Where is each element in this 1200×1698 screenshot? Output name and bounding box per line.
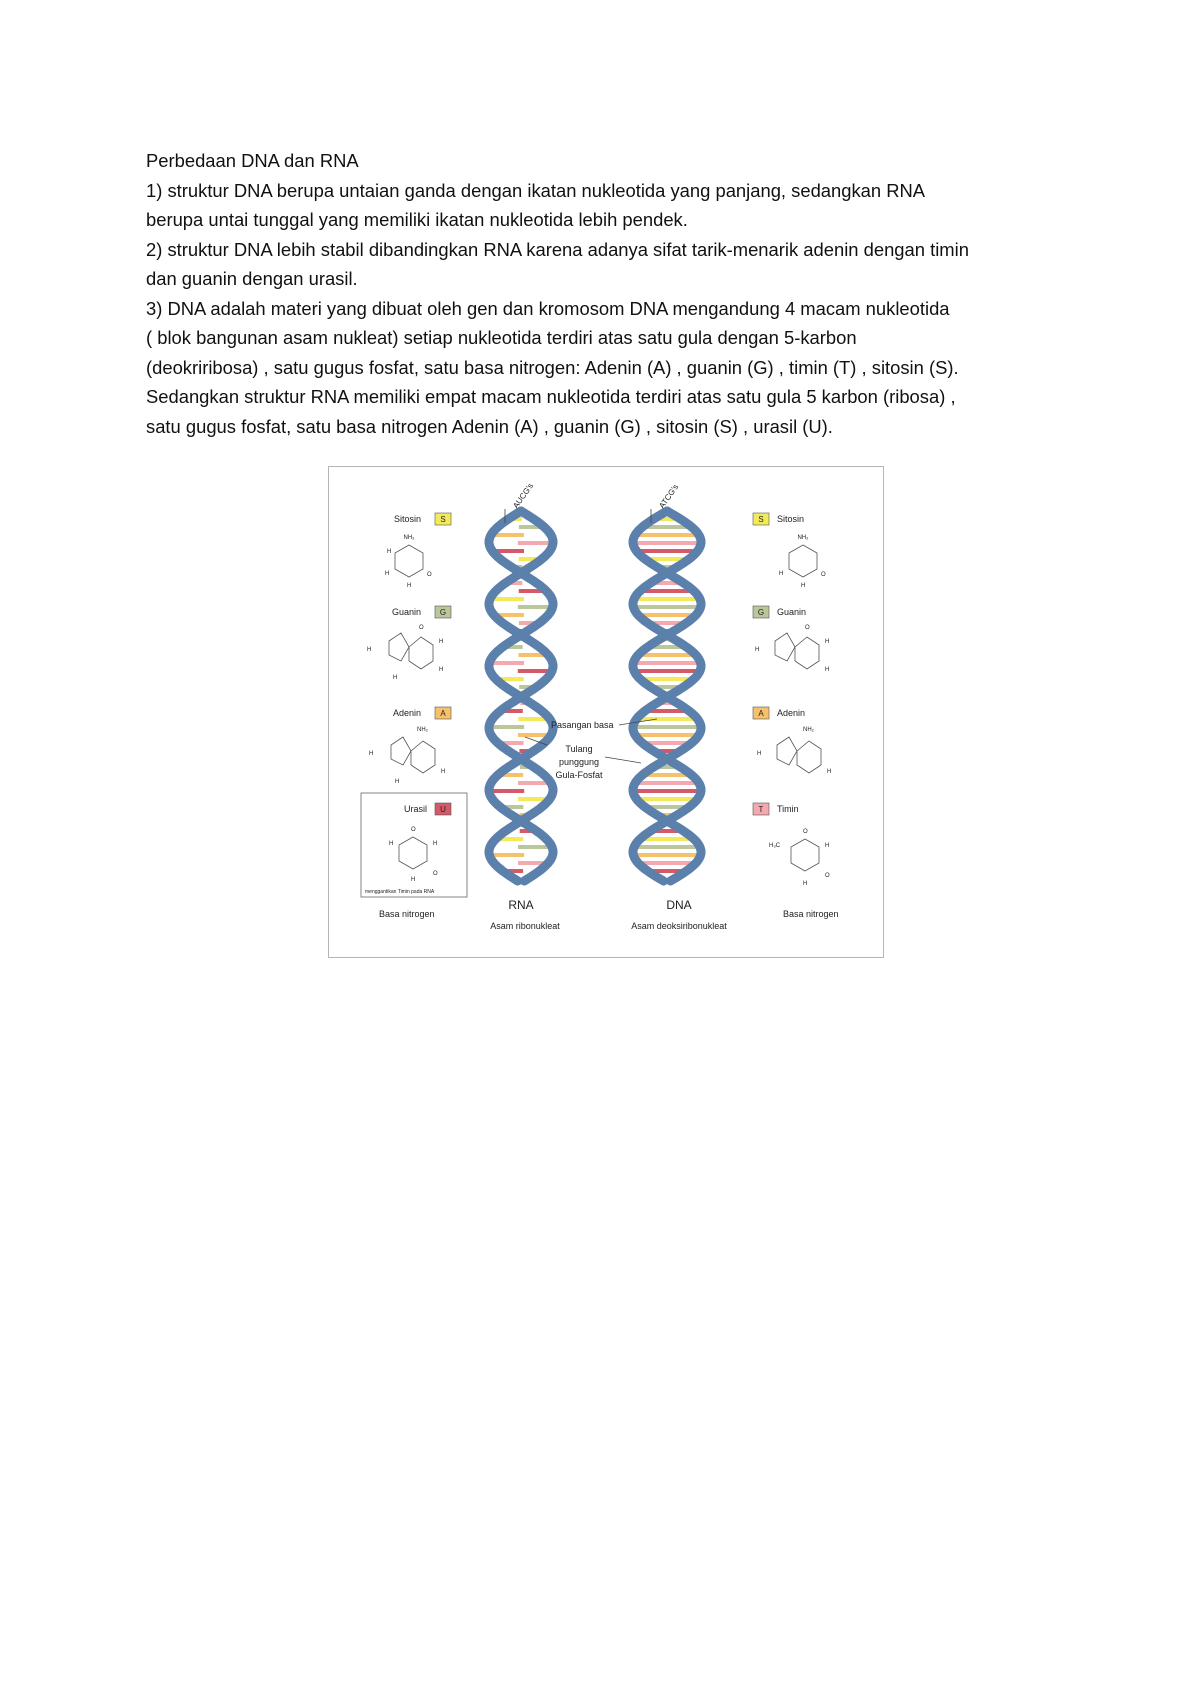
backbone-pointer-right: [605, 757, 641, 763]
right-adenin-nh2: NH₂: [803, 727, 814, 733]
left-sitosin-nh2: NH₂: [403, 535, 415, 541]
dna-rung: [635, 549, 699, 553]
right-caption: Basa nitrogen: [783, 909, 839, 919]
dna-rung: [635, 797, 699, 801]
left-urasil-code: U: [440, 805, 446, 814]
right-sitosin-h1: H: [779, 571, 784, 577]
left-adenin-structure: [391, 737, 435, 773]
left-guanin-h1: H: [367, 647, 372, 653]
dna-rung: [633, 853, 701, 857]
dna-rung: [633, 541, 701, 545]
rna-rung: [489, 725, 524, 729]
point-2-line-1: 2) struktur DNA lebih stabil dibandingkan RNA karena adanya sifat tarik-menarik adenin dengan timin: [146, 238, 969, 260]
point-3-line-3: (deokriribosa) , satu gugus fosfat, satu basa nitrogen: Adenin (A) , guanin (G) , timin (T) , sitosin (S).: [146, 356, 959, 378]
rna-top-label: AUCG's: [511, 481, 536, 511]
right-timin-code: T: [758, 805, 764, 814]
point-3-line-2: ( blok bangunan asam nukleat) setiap nukleotida terdiri atas satu gula dengan 5-karbon: [146, 327, 857, 348]
dna-rung: [637, 781, 698, 785]
left-adenin-h2: H: [441, 769, 446, 775]
right-guanin-h2: H: [825, 639, 830, 645]
left-urasil-o2: O: [433, 871, 438, 877]
point-1-line-1: 1) struktur DNA berupa untaian ganda dengan ikatan nukleotida yang panjang, sedangkan RNA: [146, 179, 926, 201]
dna-rung: [640, 653, 694, 657]
left-adenin-h1: H: [369, 751, 374, 757]
left-sitosin-structure: [395, 545, 423, 577]
right-guanin-o: O: [805, 625, 810, 631]
rna-label: RNA: [508, 898, 534, 912]
right-sitosin-label: Sitosin: [777, 514, 805, 524]
right-sitosin-o: O: [821, 572, 826, 578]
dna-rung: [637, 533, 698, 537]
right-sitosin-structure: [789, 545, 817, 577]
backbone-label-2: punggung: [558, 757, 600, 767]
right-timin-h3c: H₃C: [769, 843, 781, 849]
point-3-line-5: satu gugus fosfat, satu basa nitrogen Adenin (A) , guanin (G) , sitosin (S) , urasil (U).: [146, 415, 833, 437]
pair-label: Pasangan basa: [551, 720, 614, 730]
left-sitosin-label: Sitosin: [393, 514, 421, 524]
right-timin-structure: [791, 839, 819, 871]
left-adenin-h3: H: [395, 779, 400, 785]
dna-rung: [635, 845, 699, 849]
right-guanin-h1: H: [755, 647, 760, 653]
right-guanin-h3: H: [825, 667, 830, 673]
right-timin-o1: O: [803, 829, 808, 835]
left-caption: Basa nitrogen: [379, 909, 435, 919]
dna-rung: [633, 725, 700, 729]
dna-rung: [633, 605, 701, 609]
dna-rung: [635, 597, 699, 601]
right-guanin-label: Guanin: [777, 607, 807, 617]
left-urasil-h3: H: [411, 877, 416, 883]
point-2-line-2: dan guanin dengan urasil.: [146, 268, 358, 289]
right-sitosin-nh2: NH₂: [797, 535, 809, 541]
dna-rung: [642, 589, 691, 593]
right-timin-label: Timin: [777, 804, 799, 814]
dna-rung: [633, 789, 701, 793]
rna-rung: [490, 661, 524, 665]
dna-rna-diagram: [329, 467, 883, 957]
right-timin-h1: H: [825, 843, 830, 849]
right-guanin-code: G: [757, 608, 765, 617]
document-title: Perbedaan DNA dan RNA: [146, 150, 359, 171]
document-text: [146, 146, 1076, 441]
backbone-label-3: Gula-Fosfat: [555, 770, 603, 780]
right-sitosin-h2: H: [801, 583, 806, 589]
left-guanin-o: O: [419, 625, 424, 631]
right-adenin-structure: [777, 737, 821, 773]
right-adenin-h2: H: [827, 769, 832, 775]
dna-rung: [633, 669, 700, 673]
left-sitosin-h2: H: [385, 571, 390, 577]
left-adenin-nh2: NH₂: [417, 727, 428, 733]
dna-rna-figure: [328, 466, 884, 958]
point-3-line-1: 3) DNA adalah materi yang dibuat oleh gen dan kromosom DNA mengandung 4 macam nukleotida: [146, 297, 950, 319]
left-adenin-code: A: [440, 709, 446, 718]
right-sitosin-code: S: [758, 515, 764, 524]
urasil-note: menggantikan Timin pada RNA: [365, 889, 435, 895]
left-urasil-label: Urasil: [403, 804, 427, 814]
left-sitosin-h3: H: [407, 583, 412, 589]
dna-rung: [642, 837, 691, 841]
left-urasil-o1: O: [411, 827, 416, 833]
right-timin-h2: H: [803, 881, 808, 887]
rna-rung: [518, 541, 553, 545]
rna-rung: [489, 789, 524, 793]
dna-top-label: ATCG's: [657, 482, 681, 511]
left-sitosin-h1: H: [387, 549, 392, 555]
right-guanin-structure: [775, 633, 819, 669]
left-urasil-h2: H: [433, 841, 438, 847]
left-guanin-code: G: [439, 608, 447, 617]
right-adenin-label: Adenin: [777, 708, 806, 718]
right-adenin-code: A: [758, 709, 764, 718]
dna-rung: [634, 733, 700, 737]
right-timin-o2: O: [825, 873, 830, 879]
left-sitosin-o: O: [427, 572, 432, 578]
dna-sublabel: Asam deoksiribonukleat: [631, 921, 727, 931]
dna-rung: [634, 661, 700, 665]
rna-sublabel: Asam ribonukleat: [490, 921, 560, 931]
backbone-label-1: Tulang: [565, 744, 593, 754]
left-urasil-h1: H: [389, 841, 394, 847]
left-guanin-label: Guanin: [391, 607, 421, 617]
left-sitosin-code: S: [440, 515, 446, 524]
dna-label: DNA: [666, 898, 692, 912]
left-guanin-h2: H: [439, 639, 444, 645]
left-adenin-label: Adenin: [392, 708, 421, 718]
left-guanin-structure: [389, 633, 433, 669]
point-1-line-2: berupa untai tunggal yang memiliki ikatan nukleotida lebih pendek.: [146, 209, 688, 230]
point-3-line-4: Sedangkan struktur RNA memiliki empat macam nukleotida terdiri atas satu gula 5 karbon (ribosa) ,: [146, 386, 956, 407]
left-guanin-h4: H: [393, 675, 398, 681]
left-urasil-structure: [399, 837, 427, 869]
right-adenin-h1: H: [757, 751, 762, 757]
left-guanin-h3: H: [439, 667, 444, 673]
